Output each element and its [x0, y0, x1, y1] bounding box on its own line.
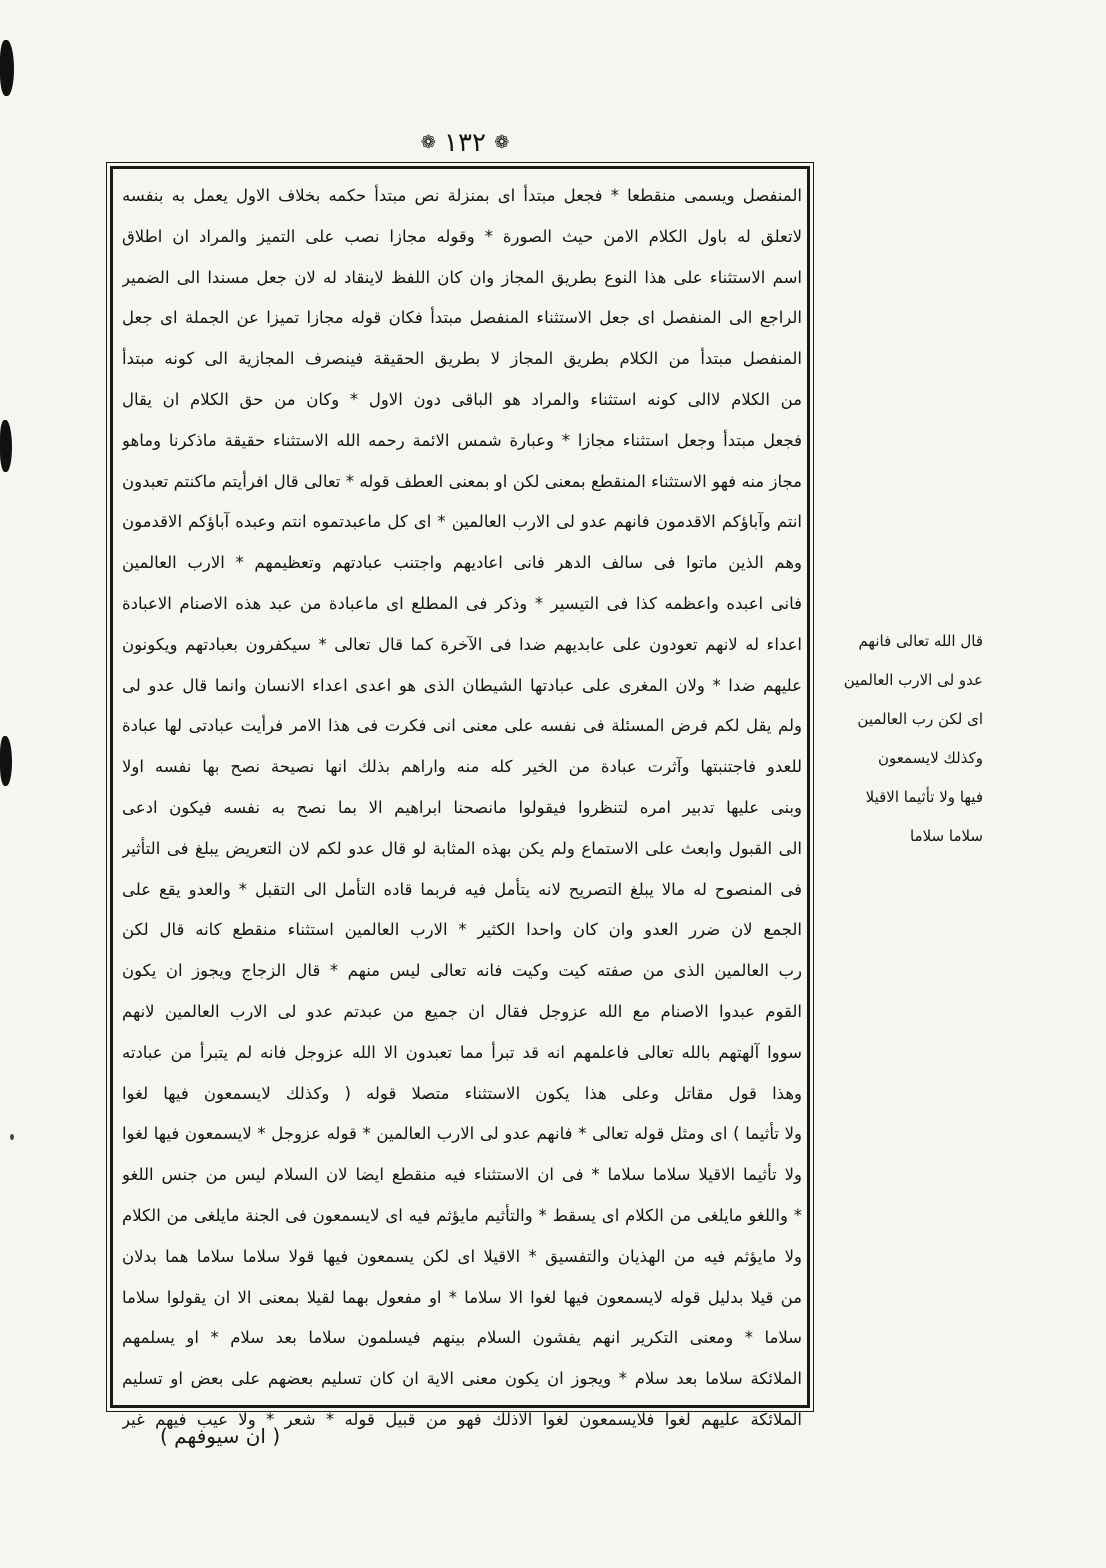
text-line: ولا تأثيما ) اى ومثل قوله تعالى * فانهم عدو لى الارب العالمين * قوله عزوجل * لايسمعون فيها لغوا	[122, 1124, 802, 1144]
ornament-icon: ❁	[420, 132, 436, 153]
text-line: المنفصل مبتدأ من الكلام بطريق المجاز لا بطريق الحقيقة فينصرف المجازية الى كونه مبتدأ	[122, 349, 802, 369]
text-line: فجعل مبتدأ وجعل استثناء مجازا * وعبارة شمس الائمة رحمه الله الاستثناء حقيقة ماذكرنا وماهو	[122, 430, 802, 450]
text-line: القوم عبدوا الاصنام مع الله عزوجل فقال ان جميع من عبدتم عدو لى الارب العالمين لانهم	[122, 1001, 802, 1021]
text-line: الى القبول وابعث على الاستماع ولم يكن بهذه المثابة لو قال عدو لكم لان التعريض يبلغ فى التأثير	[122, 838, 802, 858]
text-line: من الكلام لاالى كونه استثناء والمراد هو الباقى دون الاول * وكان من حق الكلام ان يقال	[122, 389, 802, 409]
margin-note-line: وكذلك لايسمعون	[877, 749, 983, 767]
text-line: الجمع لان ضرر العدو وان كان واحدا الكثير * الارب العالمين استثناء منقطع كانه قال لكن	[122, 920, 802, 940]
text-line: رب العالمين الذى من صفته كيت وكيت فانه تعالى ليس منهم * قال الزجاج ويجوز ان يكون	[122, 961, 802, 981]
text-line: لاتعلق له باول الكلام الامن حيث الصورة * وقوله مجازا نصب على التميز والمراد ان اطلاق	[122, 226, 802, 246]
text-line: وبنى عليها تدبير امره لتنظروا فيقولوا مانصحنا ابراهيم الا بما نصح به نفسه فيكون ادعى	[122, 797, 802, 817]
text-line: ولم يقل لكم فرض المسئلة فى نفسه على معنى انى فكرت فى هذا الامر فرأيت عبادتى لها عبادة	[122, 716, 802, 736]
text-line: سلاما * ومعنى التكرير انهم يفشون السلام بينهم فيسلمون سلاما بعد سلام * او يسلمهم	[122, 1328, 802, 1348]
ink-blot-top-left	[0, 40, 14, 96]
text-line: الراجع الى المنفصل اى جعل الاستثناء المنفصل مبتدأ فكان قوله مجازا تميزا عن الجملة اى جعل	[122, 308, 802, 328]
text-line: اسم الاستثناء على هذا النوع بطريق المجاز وان كان اللفظ لاينقاد له لان جعل مسندا الى الضمير	[122, 267, 802, 287]
text-line: اعداء له لانهم تعودون على عابديهم ضدا فى الآخرة كما قال تعالى * سيكفرون بعبادتهم ويكونون	[122, 634, 802, 654]
margin-note-line: عدو لى الارب العالمين	[843, 671, 983, 689]
text-line: عليهم ضدا * ولان المغرى على عبادتها الشيطان الذى هو اعدى اعداء الانسان وانما قال عدو لى	[122, 675, 802, 695]
text-line: * واللغو مايلغى من الكلام اى يسقط * والتأثيم مايؤثم فيه اى لايسمعون فى الجنة مايلغى من الكلام	[122, 1205, 802, 1225]
margin-note-line: قال الله تعالى فانهم	[858, 632, 983, 650]
ornament-icon: ❁	[494, 132, 510, 153]
text-line: وهذا قول مقاتل وعلى هذا يكون الاستثناء متصلا قوله ( وكذلك لايسمعون فيها لغوا	[122, 1083, 802, 1103]
page-number-value: ١٣٢	[444, 128, 486, 158]
text-line: الملائكة عليهم لغوا فلايسمعون لغوا الاذلك فهو من قبيل قوله * شعر * ولا عيب فيهم غير	[122, 1409, 802, 1429]
text-line: مجاز منه فهو الاستثناء المنقطع بمعنى لكن او بمعنى العطف قوله * تعالى قال افرأيتم ماكنتم تعبدون	[122, 471, 802, 491]
text-line: سووا آلهتهم بالله تعالى فاعلمهم انه قد تبرأ مما تعبدون الا الله عزوجل فانه لم يتبرأ من عبادته	[122, 1042, 802, 1062]
text-line: وهم الذين ماتوا فى سالف الدهر فانى اعاديهم واجتنب عبادتهم وتعظيمهم * الارب العالمين	[122, 553, 802, 573]
text-line: المنفصل ويسمى منقطعا * فجعل مبتدأ اى بمنزلة نص مبتدأ حكمه بخلاف الاول يعمل به بنفسه	[122, 186, 802, 205]
catchword: ( ان سيوفهم )	[160, 1424, 281, 1448]
page-number	[0, 128, 930, 158]
margin-note-line: اى لكن رب العالمين	[857, 710, 983, 728]
margin-note-line: سلاما سلاما	[909, 827, 983, 845]
text-line: للعدو فاجتنبتها وآثرت عبادة من الخير كله منه واراهم بذلك انها نصيحة نصح بها نفسه اولا	[122, 757, 802, 777]
text-line: ولا تأثيما الاقيلا سلاما سلاما * فى ان الاستثناء فيه منقطع ايضا لان السلام ليس من جنس اللغو	[122, 1165, 802, 1185]
text-line: الملائكة سلاما بعد سلام * ويجوز ان يكون معنى الاية ان كان تسليم بعضهم على بعض او تسليم	[122, 1369, 802, 1389]
text-line: فانى اعبده واعظمه كذا فى التيسير * وذكر فى المطلع اى ماعبادة من عبد هذه الاصنام الاعبادة	[122, 593, 802, 613]
text-line: من قيلا بدليل قوله لايسمعون فيها لغوا الا سلاما * او مفعول بهما لقيلا بمعنى الا ان يقولوا سلاما	[122, 1287, 802, 1307]
text-line: انتم وآباؤكم الاقدمون فانهم عدو لى الارب العالمين * اى كل ماعبدتموه انتم وعبده آباؤكم الاقدمون	[122, 512, 802, 532]
ink-blot-lower-left	[0, 736, 12, 786]
main-text-block	[122, 176, 802, 1441]
margin-note	[818, 622, 983, 856]
text-line: ولا مايؤثم فيه من الهذيان والتفسيق * الاقيلا اى لكن يسمعون فيها قولا سلاما سلاما هما بدلان	[122, 1246, 802, 1266]
ink-blot-mid-left	[0, 420, 12, 472]
text-line: فى المنصوح له مالا يبلغ التصريح لانه يتأمل فيه فربما قاده التأمل الى التقبل * والعدو يقع على	[122, 879, 802, 899]
margin-note-line: فيها ولا تأثيما الاقيلا	[865, 788, 983, 806]
scan-dot	[10, 1134, 14, 1140]
